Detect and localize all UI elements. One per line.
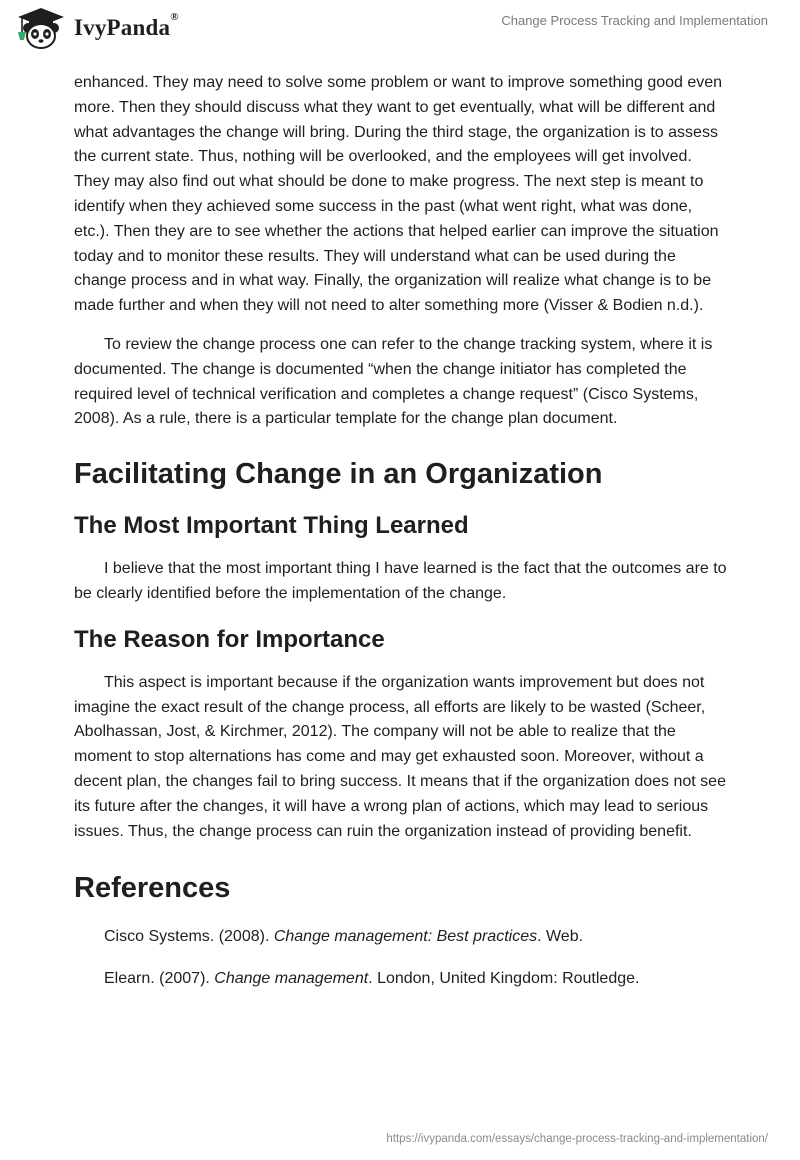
subsection-heading-most-important-thing: The Most Important Thing Learned	[74, 512, 469, 540]
document-title: Change Process Tracking and Implementation	[501, 13, 768, 28]
footer-source-url[interactable]: https://ivypanda.com/essays/change-process-tracking-and-implementation/	[386, 1133, 768, 1145]
body-paragraph-4: This aspect is important because if the organization wants improvement but does not imagine the exact result of the change process, all efforts are likely to be wasted (Scheer, Abolhassan, Jost, & Kirchmer, 2012). The company will not be able to realize that the moment to stop alternations has come and may get exhausted soon. Moreover, without a decent plan, the changes fail to bring success. It means that if the organization does not see its future after the changes, it will have a wrong plan of actions, which may lead to serious issues. Thus, the change process can ruin the organization instead of providing benefit.	[74, 673, 726, 840]
brand-name: IvyPanda®	[74, 11, 179, 40]
body-paragraph-2: To review the change process one can refer to the change tracking system, where it is documented. The change is documented “when the change initiator has completed the required level of technical verification and completes a change request” (Cisco Systems, 2008). As a rule, there is a particular template for the change plan document.	[74, 335, 713, 428]
body-paragraph-1: enhanced. They may need to solve some problem or want to improve something good even more. Then they should discuss what they want to get eventually, what will be different and what advantages the change will bring. During the third stage, the organization is to assess the current state. Thus, nothing will be overlooked, and the employees will get involved. They may also find out what should be done to make progress. The next step is meant to identify when they achieved some success in the past (what went right, what was done, etc.). Then they are to see whether the actions that helped earlier can improve the situation today and to monitor these results. They will understand what can be used during the change process and in what way. Finally, the organization will realize what change is to be made further and when they will not need to alter something more (Visser & Bodien n.d.).	[74, 74, 723, 315]
trademark-mark: ®	[170, 11, 179, 23]
references-heading: References	[74, 872, 231, 905]
ivypanda-logo[interactable]	[14, 6, 179, 50]
section-heading-facilitating-change: Facilitating Change in an Organization	[74, 458, 603, 491]
reference-item-elearn: Elearn. (2007). Change management. London, United Kingdom: Routledge.	[104, 970, 640, 988]
essay-content	[74, 71, 730, 1009]
page-header	[0, 0, 800, 70]
subsection-heading-reason-for-importance: The Reason for Importance	[74, 625, 385, 653]
reference-item-cisco: Cisco Systems. (2008). Change management: Best practices. Web.	[104, 928, 584, 946]
body-paragraph-3: I believe that the most important thing I have learned is the fact that the outcomes are to be clearly identified before the implementation of the change.	[74, 560, 727, 602]
panda-mascot-icon	[14, 6, 68, 50]
